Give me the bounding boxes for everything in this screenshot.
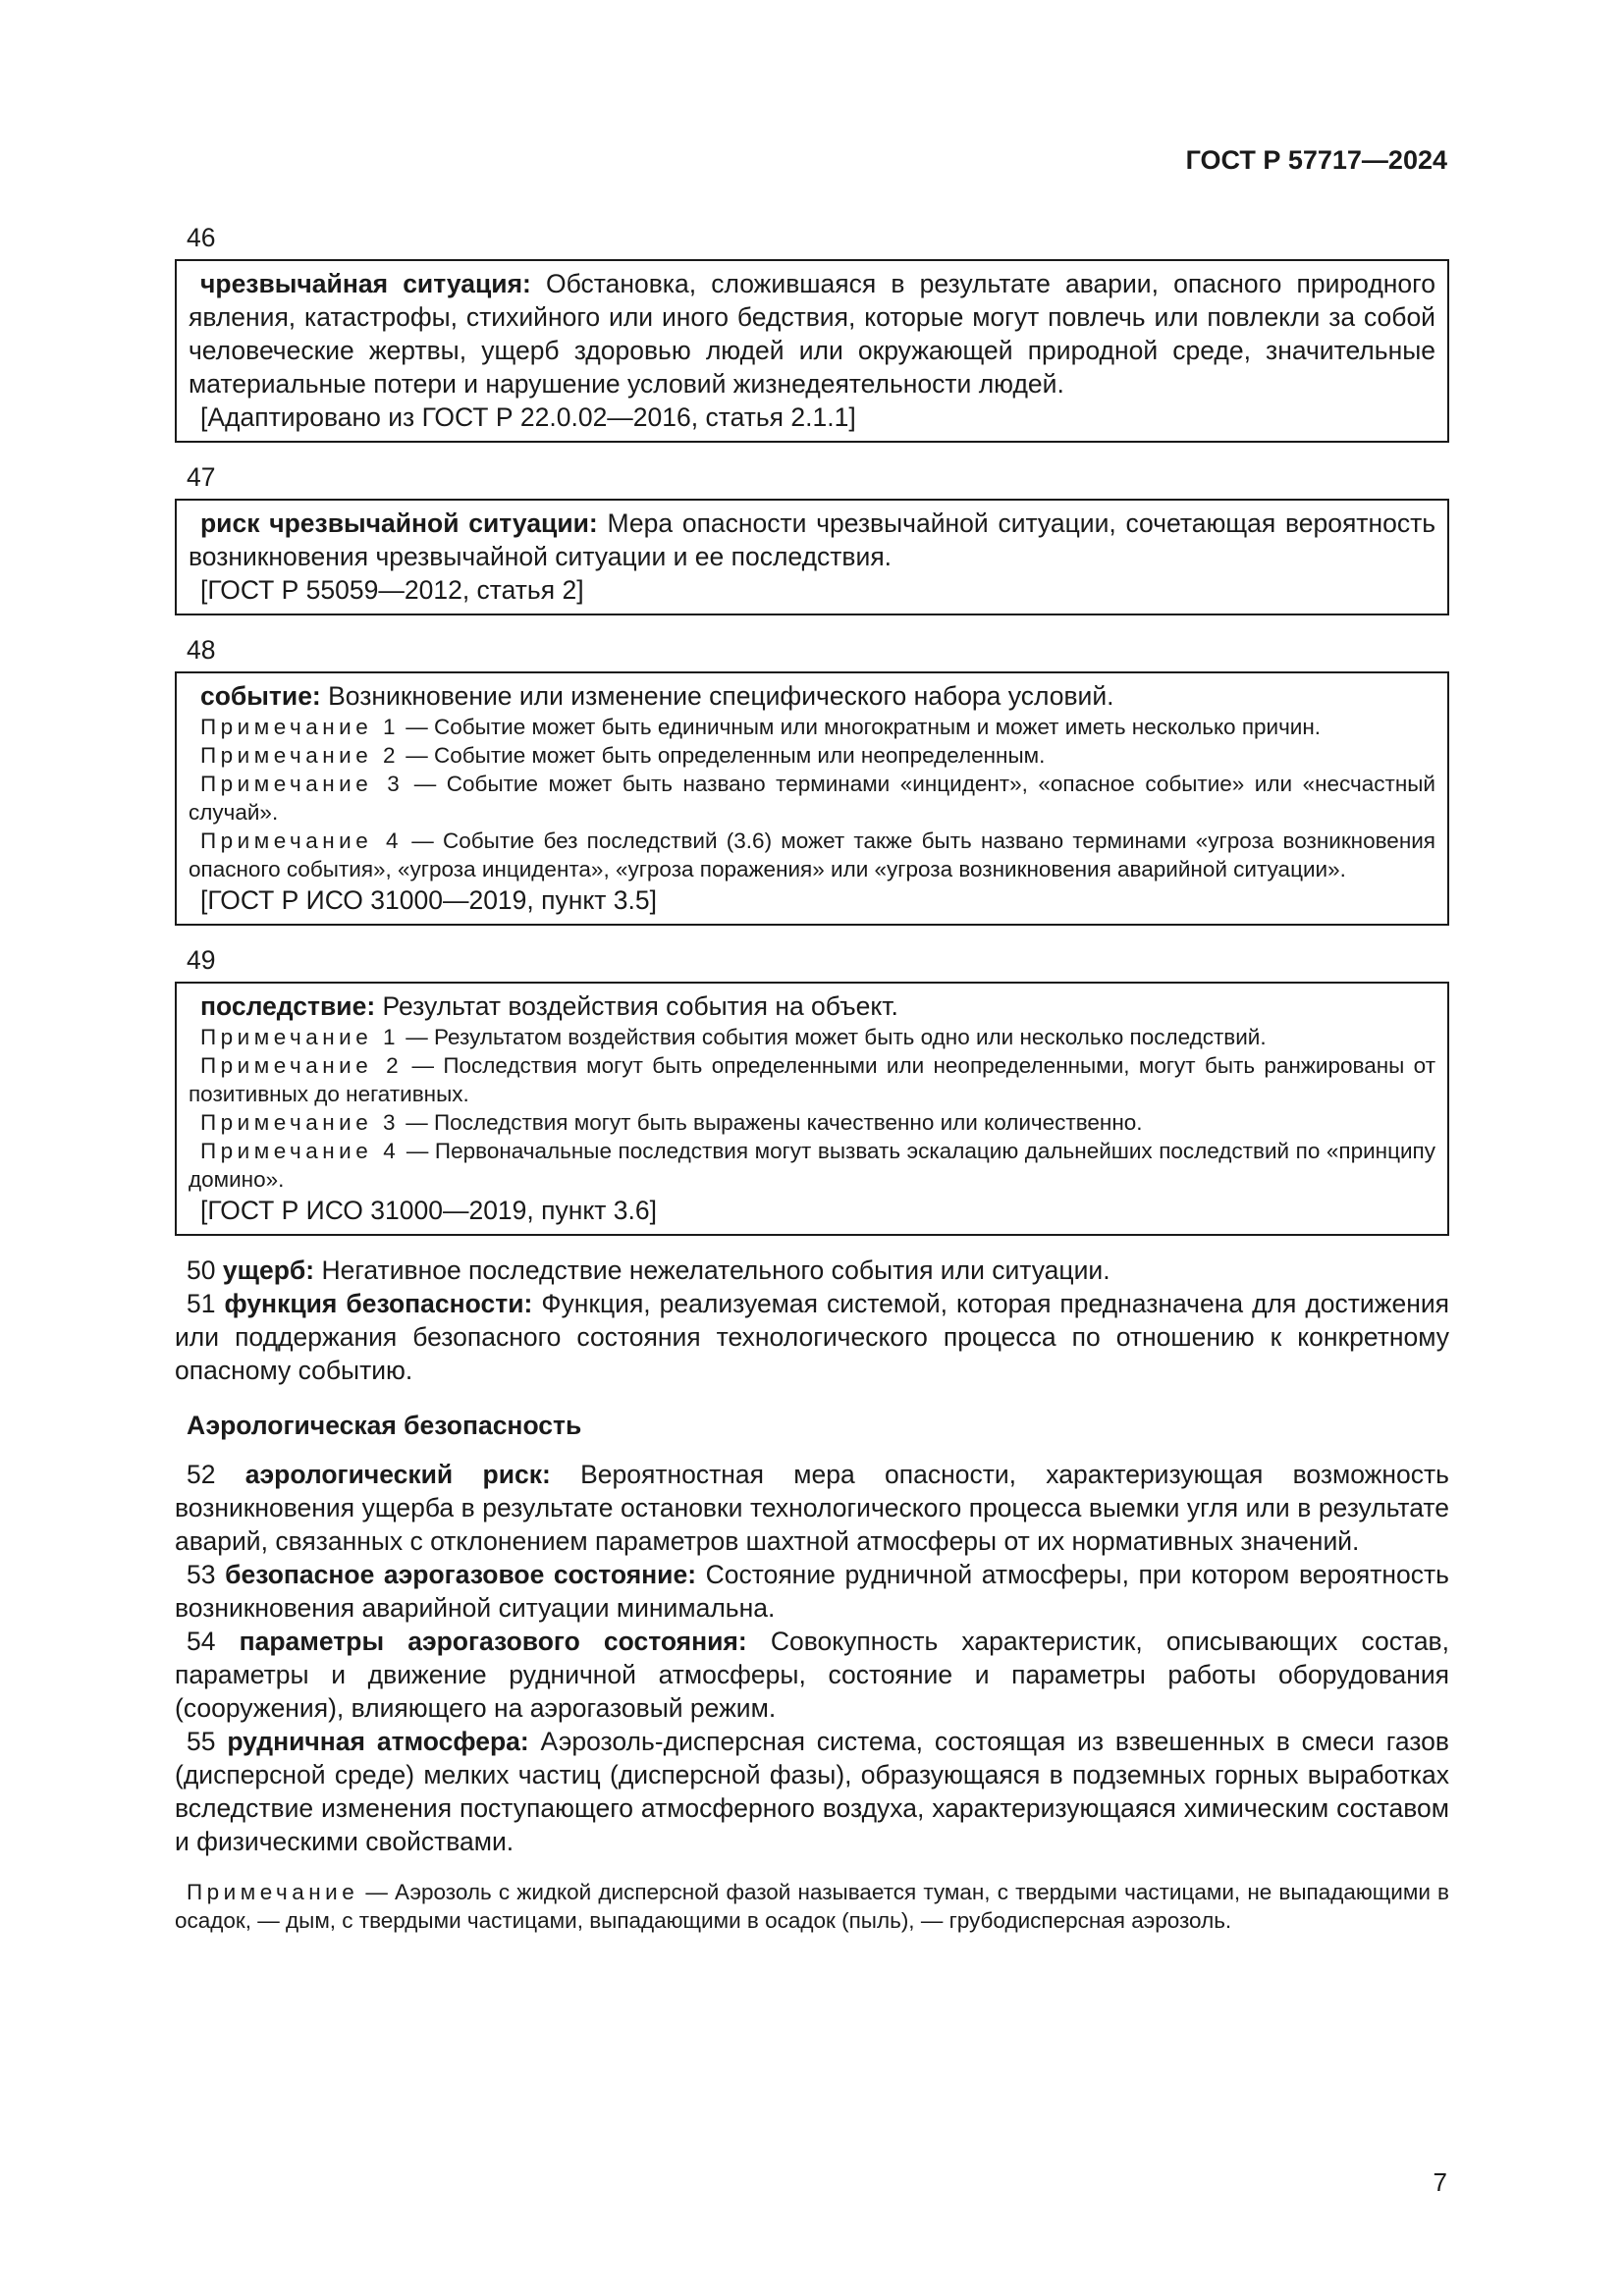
term-paragraph-53 <box>175 1558 1449 1625</box>
note-label: Примечание 2 <box>200 743 400 768</box>
term-box-47 <box>175 499 1449 615</box>
note-text: — Событие может быть определенным или неопределенным. <box>400 743 1046 768</box>
note-text: — Результатом воздействия события может быть одно или несколько последствий. <box>400 1025 1267 1049</box>
term-definition <box>189 267 1435 400</box>
term-definition <box>189 679 1435 713</box>
definition-text: Негативное последствие нежелательного события или ситуации. <box>314 1255 1110 1285</box>
term-name: функция безопасности: <box>224 1289 533 1318</box>
term-box-49 <box>175 982 1449 1236</box>
note-item <box>189 741 1435 770</box>
note-text: — Событие может быть единичным или многократным и может иметь несколько причин. <box>400 715 1322 739</box>
note-text: — Первоначальные последствия могут вызвать эскалацию дальнейших последствий по «принципу домино». <box>189 1139 1435 1192</box>
entry-number: 53 <box>187 1560 216 1589</box>
definition-text: Вероятностная мера опасности, характеризующая возможность возникновения ущерба в результате остановки технологического процесса выемки угля или в результате аварий, связанных с отклонением параметров шахтной атмосферы от их нормативных значений. <box>175 1460 1449 1556</box>
definition-text: Возникновение или изменение специфического набора условий. <box>320 681 1114 711</box>
term-source: [Адаптировано из ГОСТ Р 22.0.02—2016, статья 2.1.1] <box>200 402 856 432</box>
term-name: риск чрезвычайной ситуации: <box>200 508 598 538</box>
entry-number: 54 <box>187 1627 216 1656</box>
note-label: Примечание 1 <box>200 715 400 739</box>
entry-number: 51 <box>187 1289 216 1318</box>
entry-number: 48 <box>187 635 216 665</box>
note-item <box>189 827 1435 883</box>
note-text: — Последствия могут быть выражены качественно или количественно. <box>400 1110 1143 1135</box>
note-label: Примечание 2 <box>200 1053 404 1078</box>
page-number: 7 <box>1433 2167 1447 2197</box>
note-label: Примечание 3 <box>200 772 405 796</box>
definition-text: Совокупность характеристик, описывающих состав, параметры и движение рудничной атмосферы, состояние и параметры работы оборудования (сооружения), влияющего на аэрогазовый режим. <box>175 1627 1449 1723</box>
definition-text: Аэрозоль-дисперсная система, состоящая из взвешенных в смеси газов (дисперсной среде) мелких частиц (дисперсной фазы), образующаяся в подземных горных выработках вследствие изменения поступающего атмосферного воздуха, характеризующаяся химическим составом и физическими свойствами. <box>175 1727 1449 1856</box>
term-paragraph-55 <box>175 1725 1449 1858</box>
definition-text: Результат воздействия события на объект. <box>375 991 898 1021</box>
definition-text: Функция, реализуемая системой, которая предназначена для достижения или поддержания безопасного состояния технологического процесса по отношению к конкретному опасному событию. <box>175 1289 1449 1385</box>
term-name: безопасное аэрогазовое состояние: <box>225 1560 697 1589</box>
term-name: аэрологический риск: <box>244 1460 551 1489</box>
term-paragraph-52 <box>175 1458 1449 1558</box>
entry-number: 49 <box>187 945 216 975</box>
note-label: Примечание 1 <box>200 1025 400 1049</box>
note-text: — Аэрозоль с жидкой дисперсной фазой называется туман, с твердыми частицами, не выпадающими в осадок, — дым, с твердыми частицами, выпадающими в осадок (пыль), — грубодисперсная аэрозоль. <box>175 1880 1449 1933</box>
term-name: последствие: <box>200 991 376 1021</box>
term-paragraph-51 <box>175 1287 1449 1387</box>
term-source: [ГОСТ Р ИСО 31000—2019, пункт 3.5] <box>200 885 657 915</box>
note-item <box>189 770 1435 827</box>
term-name: ущерб: <box>222 1255 315 1285</box>
standard-header: ГОСТ Р 57717—2024 <box>1185 145 1447 175</box>
note-item <box>189 1023 1435 1051</box>
note-label: Примечание 3 <box>200 1110 400 1135</box>
page-content <box>175 221 1449 1935</box>
definition-text: Состояние рудничной атмосферы, при котором вероятность возникновения аварийной ситуации минимальна. <box>175 1560 1449 1623</box>
definition-text: Мера опасности чрезвычайной ситуации, сочетающая вероятность возникновения чрезвычайной ситуации и ее последствия. <box>189 508 1436 571</box>
term-definition <box>189 989 1435 1023</box>
term-name: чрезвычайная ситуация: <box>200 269 531 298</box>
entry-number: 52 <box>187 1460 216 1489</box>
note-label: Примечание 4 <box>200 1139 401 1163</box>
note-item <box>189 1051 1435 1108</box>
final-note <box>175 1878 1449 1935</box>
term-source: [ГОСТ Р 55059—2012, статья 2] <box>200 575 584 605</box>
term-definition <box>189 507 1435 573</box>
note-item <box>189 1137 1435 1194</box>
entry-number: 47 <box>187 462 216 492</box>
term-name: параметры аэрогазового состояния: <box>239 1627 747 1656</box>
entry-number: 46 <box>187 223 216 252</box>
note-label: Примечание 4 <box>200 828 403 853</box>
note-text: — Последствия могут быть определенными или неопределенными, могут быть ранжированы от позитивных до негативных. <box>189 1053 1435 1106</box>
entry-number: 50 <box>187 1255 216 1285</box>
note-label: Примечание <box>187 1880 359 1904</box>
definition-text: Обстановка, сложившаяся в результате аварии, опасного природного явления, катастрофы, стихийного или иного бедствия, которые могут повлечь или повлекли за собой человеческие жертвы, ущерб здоровью людей или окружающей природной среде, значительные материальные потери и нарушение условий жизнедеятельности людей. <box>189 269 1435 399</box>
term-source: [ГОСТ Р ИСО 31000—2019, пункт 3.6] <box>200 1196 657 1225</box>
entry-number: 55 <box>187 1727 216 1756</box>
term-box-48 <box>175 671 1449 926</box>
note-text: — Событие может быть названо терминами «инцидент», «опасное событие» или «несчастный случай». <box>189 772 1435 825</box>
note-item <box>189 713 1435 741</box>
term-name: рудничная атмосфера: <box>227 1727 529 1756</box>
note-text: — Событие без последствий (3.6) может также быть названо терминами «угроза возникновения опасного события», «угроза инцидента», «угроза поражения» или «угроза возникновения аварийной ситуации». <box>189 828 1435 881</box>
term-paragraph-54 <box>175 1625 1449 1725</box>
term-name: событие: <box>200 681 321 711</box>
section-title: Аэрологическая безопасность <box>187 1411 582 1440</box>
term-box-46 <box>175 259 1449 443</box>
term-paragraph-50 <box>175 1254 1449 1287</box>
note-item <box>189 1108 1435 1137</box>
